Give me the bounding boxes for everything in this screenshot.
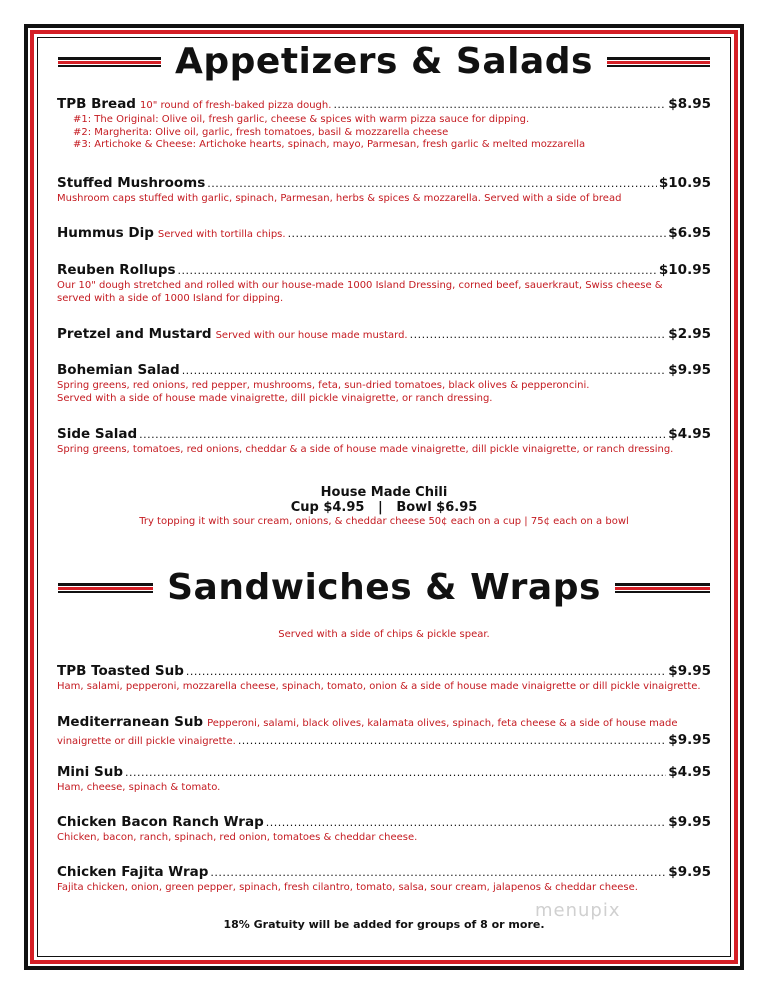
item-name: Bohemian Salad	[57, 362, 180, 378]
item-name: Mini Sub	[57, 764, 123, 780]
item-price: $2.95	[668, 326, 711, 342]
item-description: vinaigrette or dill pickle vinaigrette.	[57, 736, 236, 747]
item-description: Fajita chicken, onion, green pepper, spinach, fresh cilantro, tomato, salsa, sour cream, jalapenos & cheddar cheese.	[57, 882, 638, 893]
item-description: Chicken, bacon, ranch, spinach, red onion, tomatoes & cheddar cheese.	[57, 832, 418, 843]
menu-item-mediterranean-sub	[57, 714, 711, 749]
menu-item-side-salad	[57, 426, 711, 456]
item-price: $6.95	[668, 225, 711, 241]
gratuity-note: 18% Gratuity will be added for groups of 8 or more.	[223, 918, 545, 931]
chili-title: House Made Chili	[320, 485, 448, 500]
item-inline-desc: Served with our house made mustard.	[215, 330, 408, 341]
item-name: TPB Bread	[57, 96, 136, 112]
decorative-bar-right	[615, 583, 710, 593]
menu-item-reuben-rollups	[57, 262, 711, 305]
menu-item-tpb-toasted-sub	[57, 663, 711, 693]
menu-item-stuffed-mushrooms	[57, 175, 711, 205]
item-name: Reuben Rollups	[57, 262, 176, 278]
item-name: Hummus Dip	[57, 225, 154, 241]
menu-item-mini-sub	[57, 764, 711, 794]
item-price: $8.95	[668, 96, 711, 112]
item-price: $10.95	[658, 175, 711, 191]
leader-dots	[410, 327, 667, 343]
chili-separator: |	[378, 500, 383, 515]
leader-dots	[333, 97, 666, 113]
leader-dots	[207, 176, 657, 192]
item-name: Chicken Fajita Wrap	[57, 864, 209, 880]
item-inline-desc: 10" round of fresh-baked pizza dough.	[139, 100, 332, 111]
leader-dots	[266, 815, 667, 831]
appetizers-heading: Appetizers & Salads	[175, 41, 593, 82]
item-description: Spring greens, tomatoes, red onions, cheddar & a side of house made vinaigrette, dill pickle vinaigrette, or ranch dressing.	[57, 444, 674, 455]
chili-block	[37, 485, 731, 528]
item-inline-desc: Pepperoni, salami, black olives, kalamata olives, spinach, feta cheese & a side of house made	[207, 718, 678, 729]
item-price: $9.95	[668, 864, 711, 880]
leader-dots	[186, 664, 666, 680]
decorative-bar-left	[58, 57, 161, 67]
item-price: $9.95	[668, 362, 711, 378]
leader-dots	[238, 733, 666, 749]
item-name: Side Salad	[57, 426, 138, 442]
sandwiches-subtitle: Served with a side of chips & pickle spear.	[278, 629, 490, 640]
leader-dots	[125, 765, 666, 781]
item-description: Mushroom caps stuffed with garlic, spinach, Parmesan, herbs & spices & mozzarella. Served with a side of bread	[57, 193, 622, 204]
item-price: $4.95	[668, 764, 711, 780]
chili-cup-price: Cup $4.95	[290, 500, 365, 515]
item-option: #3: Artichoke & Cheese: Artichoke hearts, spinach, mayo, Parmesan, fresh garlic & melted mozzarella	[73, 139, 586, 150]
item-price: $9.95	[668, 814, 711, 830]
item-name: Mediterranean Sub	[57, 714, 204, 730]
item-name: Pretzel and Mustard	[57, 326, 212, 342]
chili-toppings-note: Try topping it with sour cream, onions, & cheddar cheese 50¢ each on a cup | 75¢ each on a bowl	[139, 516, 629, 527]
menu-item-tpb-bread	[57, 96, 711, 152]
item-name: Chicken Bacon Ranch Wrap	[57, 814, 264, 830]
item-price: $9.95	[668, 732, 711, 748]
item-name: TPB Toasted Sub	[57, 663, 184, 679]
menu-item-bohemian-salad	[57, 362, 711, 405]
leader-dots	[210, 865, 666, 881]
item-price: $10.95	[658, 262, 711, 278]
watermark: menupix	[535, 900, 621, 921]
item-option: #2: Margherita: Olive oil, garlic, fresh tomatoes, basil & mozzarella cheese	[73, 126, 449, 138]
item-name: Stuffed Mushrooms	[57, 175, 206, 191]
chili-bowl-price: Bowl $6.95	[396, 500, 478, 515]
item-description: Our 10" dough stretched and rolled with our house-made 1000 Island Dressing, corned beef, sauerkraut, Swiss cheese &	[57, 280, 663, 291]
decorative-bar-left	[58, 583, 153, 593]
leader-dots	[178, 263, 657, 279]
item-price: $4.95	[668, 426, 711, 442]
sandwiches-heading: Sandwiches & Wraps	[167, 567, 601, 608]
menu-item-hummus-dip	[57, 225, 711, 243]
item-description: Served with a side of house made vinaigrette, dill pickle vinaigrette, or ranch dressing.	[57, 393, 493, 404]
leader-dots	[288, 226, 667, 242]
chili-prices	[37, 500, 731, 515]
menu-item-pretzel-mustard	[57, 326, 711, 344]
item-description: served with a side of 1000 Island for dipping.	[57, 293, 284, 304]
menu-item-chicken-fajita-wrap	[57, 864, 711, 894]
decorative-bar-right	[607, 57, 710, 67]
appetizers-header	[58, 41, 710, 82]
item-description: Spring greens, red onions, red pepper, mushrooms, feta, sun-dried tomatoes, black olives & pepperoncini.	[57, 380, 590, 391]
item-description: Ham, cheese, spinach & tomato.	[57, 782, 221, 793]
leader-dots	[182, 363, 667, 379]
item-price: $9.95	[668, 663, 711, 679]
item-description: Ham, salami, pepperoni, mozzarella cheese, spinach, tomato, onion & a side of house made vinaigrette or dill pickle vinaigrette.	[57, 681, 701, 692]
leader-dots	[139, 427, 666, 443]
item-option: #1: The Original: Olive oil, fresh garlic, cheese & spices with warm pizza sauce for dipping.	[73, 114, 530, 125]
menu-item-chicken-bacon-ranch-wrap	[57, 814, 711, 844]
item-inline-desc: Served with tortilla chips.	[157, 229, 286, 240]
sandwiches-header	[58, 567, 710, 608]
